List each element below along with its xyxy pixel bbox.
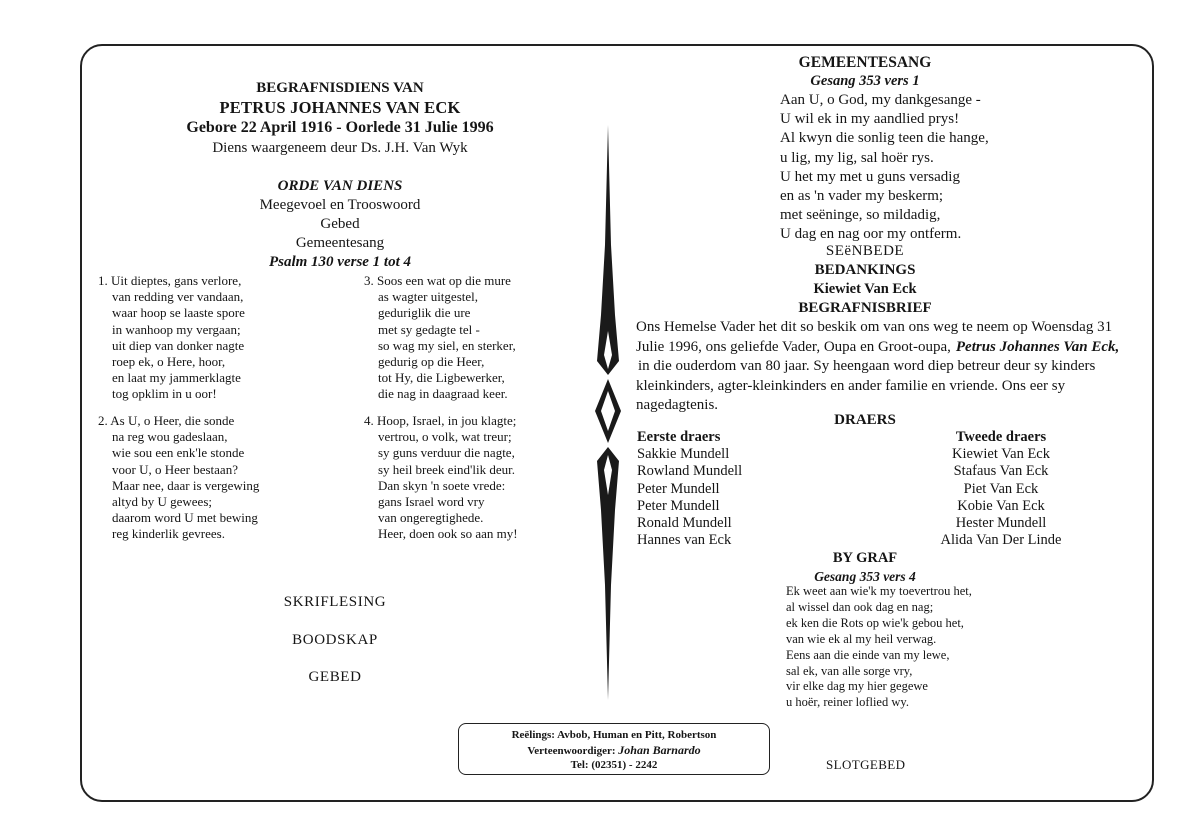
letter-line	[636, 338, 1148, 358]
order-item: Gemeentesang	[295, 235, 385, 251]
hymn-title: GEMEENTESANG	[798, 54, 932, 71]
order-title: ORDE VAN DIENS	[277, 178, 403, 194]
service-header	[120, 78, 560, 158]
letter-text: Julie 1996, ons geliefde Vader, Oupa en Groot-oupa,	[636, 338, 951, 355]
rep-name: Johan Barnardo	[618, 742, 701, 757]
verse-line: van redding ver vandaan,	[112, 289, 244, 305]
order-of-service	[120, 177, 560, 272]
prayer: GEBED	[308, 669, 362, 685]
hymn-line: Aan U, o God, my dankgesange -	[780, 92, 981, 108]
hymn-line: U dag en nag oor my ontferm.	[780, 226, 962, 243]
arrangements-representative	[459, 743, 769, 759]
verse-line: uit diep van donker nagte	[112, 337, 245, 353]
psalm-verse-2	[98, 413, 259, 543]
deceased-name: PETRUS JOHANNES VAN ECK	[219, 98, 461, 117]
verse-line: en laat my jammerklagte	[112, 370, 241, 386]
verse-line: tog opklim in u oor!	[112, 386, 217, 402]
scripture-reading: SKRIFLESING	[283, 594, 387, 610]
verse-line: sy heil breek eind'lik deur.	[378, 461, 516, 477]
service-title: BEGRAFNISDIENS VAN	[256, 80, 424, 96]
hymn-line: Al kwyn die sonlig teen die hange,	[780, 130, 989, 147]
rep-label: Verteenwoordiger:	[527, 744, 616, 757]
arrangements-box	[458, 723, 770, 775]
letter-line	[636, 357, 1148, 377]
second-bearers	[926, 429, 1076, 549]
verse-line: altyd by U gewees;	[112, 494, 213, 510]
verse-line: as wagter uitgestel,	[378, 289, 478, 305]
letter-text: Ons Hemelse Vader het dit so beskik om van ons weg te neem op Woensdag 31	[636, 319, 1113, 335]
verse-line: Dan skyn 'n soete vrede:	[378, 477, 506, 493]
grave-line: vir elke dag my hier gegewe	[786, 679, 928, 694]
bearer-name: Peter Mundell	[637, 497, 720, 514]
bearer-name: Alida Van Der Linde	[940, 532, 1062, 549]
order-item: Gebed	[320, 216, 360, 232]
verse-line: geduriglik die ure	[378, 305, 471, 321]
grave-line: van wie ek al my heil verwag.	[786, 631, 937, 646]
grave-line: al wissel dan ook dag en nag;	[786, 599, 934, 614]
thanks-name: Kiewiet Van Eck	[813, 281, 917, 297]
arrangements-phone: Tel: (02351) - 2242	[570, 759, 658, 771]
bearer-name: Hester Mundell	[955, 515, 1047, 532]
hymn-line: en as 'n vader my beskerm;	[780, 188, 944, 205]
verse-line: Maar nee, daar is vergewing	[112, 477, 260, 493]
hymn-line: met seëninge, so mildadig,	[780, 207, 941, 224]
verse-line: daarom word U met bewing	[112, 510, 258, 526]
verse-line: Heer, doen ook so aan my!	[378, 526, 518, 542]
psalm-verse-4	[364, 413, 518, 543]
grave-hymn-lines	[786, 584, 972, 711]
verse-line: voor U, o Heer bestaan?	[112, 461, 238, 477]
verse-line: vertrou, o volk, wat treur;	[378, 429, 512, 445]
letter-text: kleinkinders, agter-kleinkinders en ander familie en vriende. Ons eer sy	[636, 377, 1066, 394]
officiant: Diens waargeneem deur Ds. J.H. Van Wyk	[212, 140, 468, 156]
verse-line: gans Israel word vry	[378, 494, 485, 510]
sermon: BOODSKAP	[292, 632, 378, 648]
grave-reference: Gesang 353 vers 4	[814, 569, 916, 584]
verse-line: die nag in daagraad keer.	[378, 386, 508, 402]
deceased-name-letter: Petrus Johannes Van Eck,	[955, 338, 1120, 355]
verse-line: reg kinderlik gevrees.	[112, 526, 225, 542]
hymn-reference: Gesang 353 vers 1	[810, 73, 920, 89]
hymn-lines	[780, 91, 989, 245]
verse-line: 4. Hoop, Israel, in jou klagte;	[364, 413, 517, 428]
grave-line: ek ken die Rots op wie'k gebou het,	[786, 615, 964, 630]
letter-line	[636, 318, 1148, 338]
bearer-name: Kobie Van Eck	[957, 497, 1045, 514]
bearer-name: Piet Van Eck	[963, 480, 1039, 497]
grave-line: Ek weet aan wie'k my toevertrou het,	[786, 584, 972, 598]
hymn-line: U wil ek in my aandlied prys!	[780, 111, 960, 128]
letter-line	[636, 377, 1148, 397]
bearer-name: Sakkie Mundell	[637, 446, 730, 463]
letter-text: in die ouderdom van 80 jaar. Sy heengaan word diep betreur deur sy kinders	[638, 358, 1096, 374]
funeral-letter	[636, 318, 1148, 416]
verse-line: met sy gedagte tel -	[378, 321, 480, 337]
order-item: Meegevoel en Trooswoord	[259, 197, 421, 213]
letter-text: nagedagtenis.	[636, 397, 719, 413]
verse-line: waar hoop se laaste spore	[112, 305, 245, 321]
psalm-verse-1	[98, 273, 245, 403]
life-dates: Gebore 22 April 1916 - Oorlede 31 Julie 1996	[186, 119, 494, 136]
bearer-name: Peter Mundell	[637, 480, 720, 497]
bearers-title: DRAERS	[834, 412, 896, 428]
first-bearers	[637, 429, 742, 549]
grave-line: Eens aan die einde van my lewe,	[786, 647, 950, 662]
verse-line: van ongeregtighede.	[378, 510, 484, 526]
bearer-name: Ronald Mundell	[637, 515, 732, 532]
verse-line: roep ek, o Here, hoor,	[112, 354, 226, 370]
bearer-name: Stafaus Van Eck	[953, 463, 1049, 480]
verse-line: tot Hy, die Ligbewerker,	[378, 370, 505, 386]
grave-title: BY GRAF	[832, 550, 898, 566]
benediction: SEëNBEDE	[825, 243, 905, 259]
verse-line: na reg wou gadeslaan,	[112, 429, 228, 445]
verse-line: 1. Uit dieptes, gans verlore,	[98, 273, 242, 288]
verse-line: in wanhoop my vergaan;	[112, 321, 241, 337]
grave-line: sal ek, van alle sorge vry,	[786, 663, 913, 678]
verse-line: gedurig op die Heer,	[378, 354, 485, 370]
verse-line: so wag my siel, en sterker,	[378, 337, 516, 353]
psalm-verse-3	[364, 273, 516, 403]
hymn-line: U het my met u guns versadig	[780, 168, 960, 185]
hymn-line: u lig, my lig, sal hoër rys.	[780, 149, 934, 166]
verse-line: wie sou een enk'le stonde	[112, 445, 245, 461]
letter-title: BEGRAFNISBRIEF	[798, 300, 932, 316]
thanks-title: BEDANKINGS	[814, 262, 916, 278]
closing-prayer: SLOTGEBED	[826, 757, 906, 772]
grave-line: u hoër, reiner loflied wy.	[786, 695, 909, 710]
arrangements-undertaker: Reëlings: Avbob, Human en Pitt, Robertson	[511, 729, 717, 741]
divider-ornament-icon	[588, 125, 628, 700]
verse-line: sy guns verduur die nagte,	[378, 445, 515, 461]
second-bearers-title: Tweede draers	[955, 429, 1047, 445]
first-bearers-title: Eerste draers	[637, 429, 721, 445]
psalm-reference: Psalm 130 verse 1 tot 4	[268, 254, 412, 270]
bearer-name: Rowland Mundell	[637, 463, 743, 480]
verse-line: 3. Soos een wat op die mure	[364, 273, 511, 288]
bearer-name: Kiewiet Van Eck	[952, 446, 1050, 463]
verse-line: 2. As U, o Heer, die sonde	[98, 413, 235, 428]
bearer-name: Hannes van Eck	[637, 532, 732, 549]
